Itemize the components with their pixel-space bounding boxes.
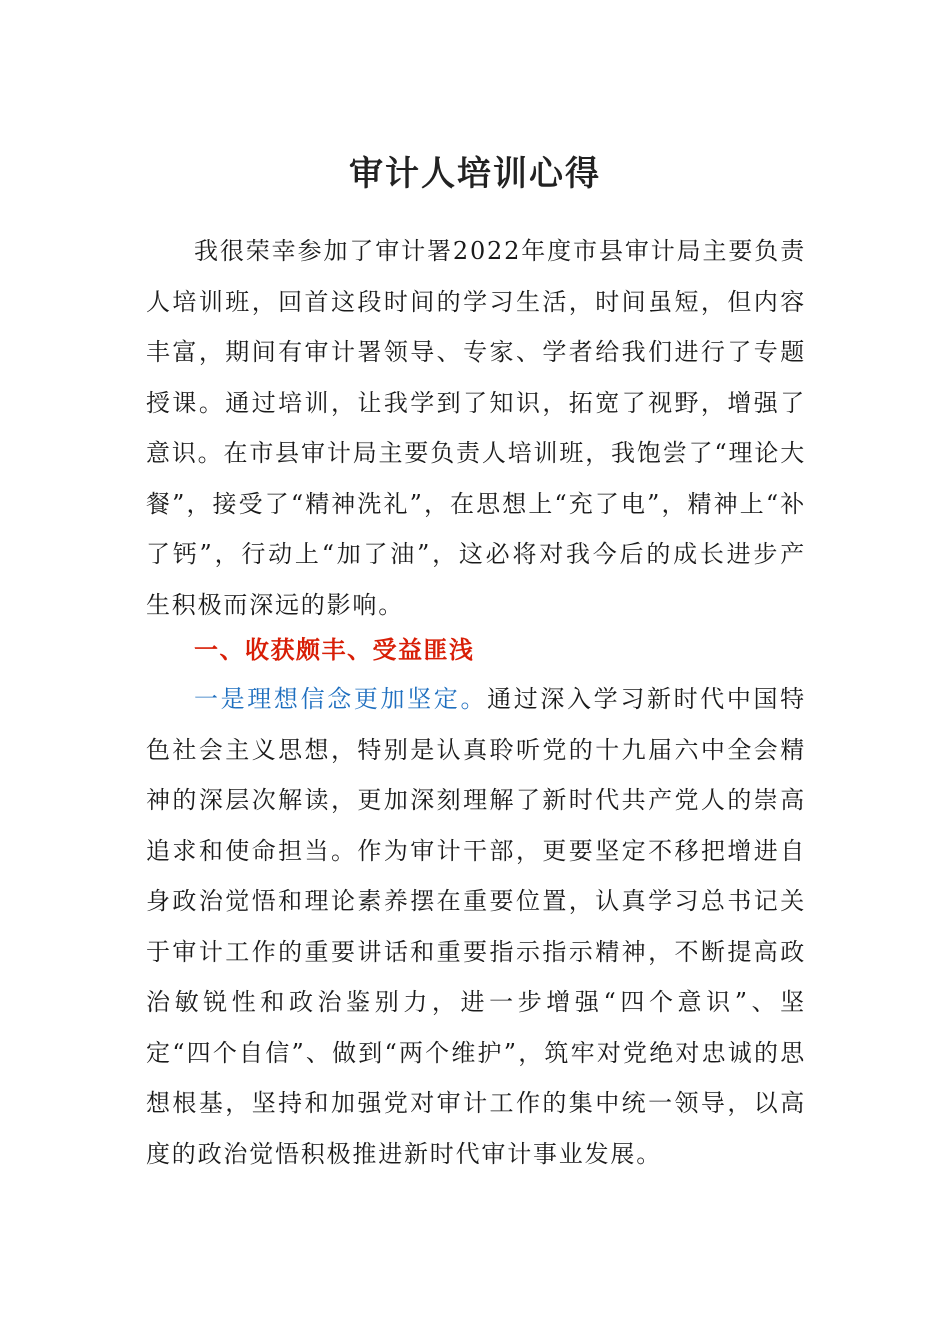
paragraph-lead-phrase: 一是理想信念更加坚定。 [194,685,488,713]
paragraph-body-text: 通过深入学习新时代中国特色社会主义思想，特别是认真聆听党的十九届六中全会精神的深层次解读，更加深刻理解了新时代共产党人的崇高追求和使命担当。作为审计干部，更要坚定不移把增进自身政治觉悟和理论素养摆在重要位置，认真学习总书记关于审计工作的重要讲话和重要指示指示精神，不断提高政治敏锐性和政治鉴别力，进一步增强“四个意识”、坚定“四个自信”、做到“两个维护”，筑牢对党绝对忠诚的思想根基，坚持和加强党对审计工作的集中统一领导，以高度的政治觉悟积极推进新时代审计事业发展。 [146,685,806,1168]
section-heading: 一、收获颇丰、受益匪浅 [194,636,475,664]
section-paragraph [146,674,806,1179]
intro-paragraph: 我很荣幸参加了审计署2022年度市县审计局主要负责人培训班，回首这段时间的学习生活，时间虽短，但内容丰富，期间有审计署领导、专家、学者给我们进行了专题授课。通过培训，让我学到了知识，拓宽了视野，增强了意识。在市县审计局主要负责人培训班，我饱尝了“理论大餐”，接受了“精神洗礼”，在思想上“充了电”，精神上“补了钙”，行动上“加了油”，这必将对我今后的成长进步产生积极而深远的影响。 [146,237,806,619]
document-title: 审计人培训心得 [349,154,601,194]
